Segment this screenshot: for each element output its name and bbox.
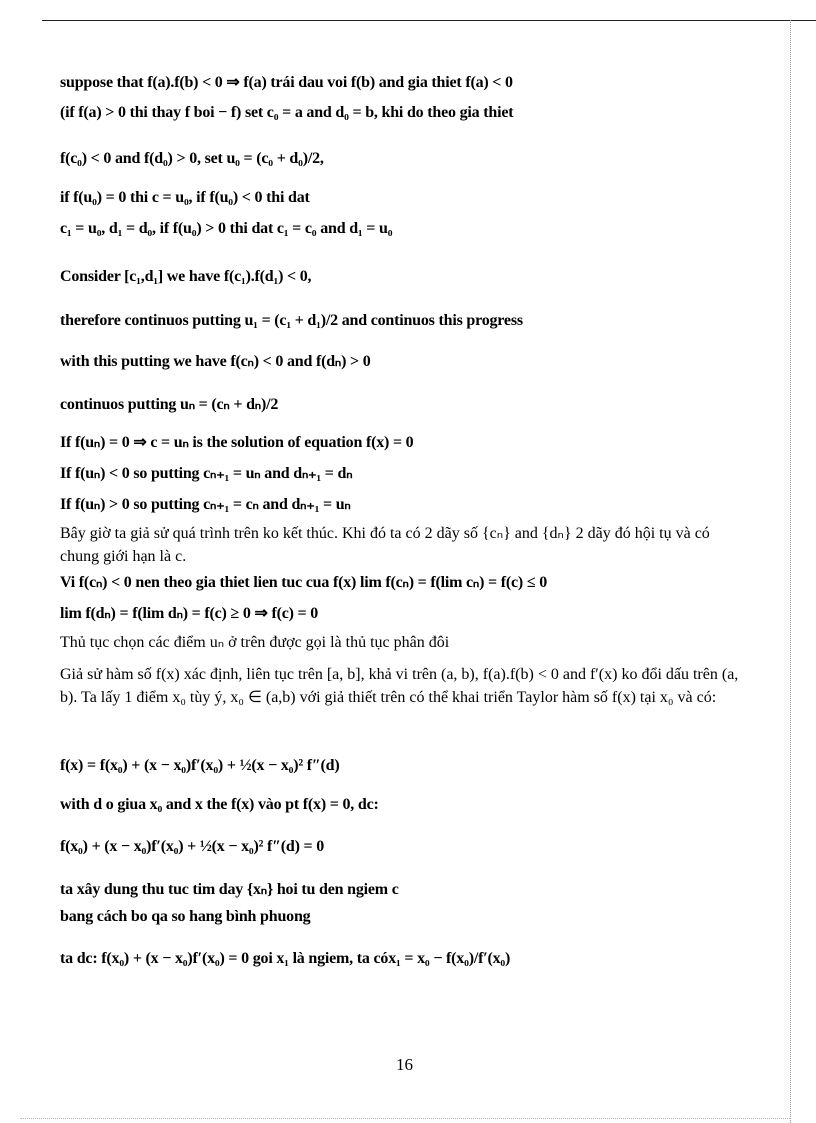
math-line-7: therefore continuos putting u₁ = (c₁ + d₁)/2 and continuos this progress (60, 312, 523, 329)
page-border-right (790, 20, 791, 1123)
math-line-19: bang cách bo qa so hang bình phuong (60, 908, 311, 925)
math-line-8: with this putting we have f(cₙ) < 0 and f(dₙ) > 0 (60, 353, 371, 370)
math-line-taylor-zero: f(x₀) + (x − x₀)f′(x₀) + ½(x − x₀)² f″(d) = 0 (60, 838, 325, 855)
text-paragraph-2: Giả sử hàm số f(x) xác định, liên tục trên [a, b], khả vi trên (a, b), f(a).f(b) < 0 and f′(x) ko đổi dấu trên (a, b). Ta lấy 1 điểm x₀ tùy ý, x₀ ∈ (a,b) với giả thiết trên có thể khai triển Taylor hàm số f(x) tại x₀ và có: (60, 666, 739, 706)
math-line-1: suppose that f(a).f(b) < 0 ⇒ f(a) trái dau voi f(b) and gia thiet f(a) < 0 (60, 74, 513, 91)
text-paragraph-1: Bây giờ ta giả sử quá trình trên ko kết thúc. Khi đó ta có 2 dãy số {cₙ} and {dₙ} 2 dãy đó hội tụ và có chung giới hạn là c. (60, 525, 710, 565)
math-line-12: If f(uₙ) > 0 so putting cₙ₊₁ = cₙ and dₙ₊₁ = uₙ (60, 496, 351, 513)
page-number: 16 (396, 1055, 413, 1074)
math-line-2: (if f(a) > 0 thi thay f boi − f) set c₀ = a and d₀ = b, khi do theo gia thiet (60, 104, 514, 121)
math-line-11: If f(uₙ) < 0 so putting cₙ₊₁ = uₙ and dₙ₊₁ = dₙ (60, 465, 353, 482)
math-line-10: If f(uₙ) = 0 ⇒ c = uₙ is the solution of equation f(x) = 0 (60, 434, 414, 451)
math-line-newton: ta dc: f(x₀) + (x − x₀)f′(x₀) = 0 goi x₁ là ngiem, ta cóx₁ = x₀ − f(x₀)/f′(x₀) (60, 950, 511, 967)
math-line-16: with d o giua x₀ and x the f(x) vào pt f(x) = 0, dc: (60, 796, 379, 813)
text-line-bisection: Thủ tục chọn các điểm uₙ ở trên được gọi là thủ tục phân đôi (60, 634, 450, 651)
math-line-14: lim f(dₙ) = f(lim dₙ) = f(c) ≥ 0 ⇒ f(c) = 0 (60, 605, 319, 622)
page-border-bottom (20, 1118, 790, 1119)
math-line-9: continuos putting uₙ = (cₙ + dₙ)/2 (60, 396, 279, 413)
math-line-4: if f(u₀) = 0 thi c = u₀, if f(u₀) < 0 thi dat (60, 189, 310, 206)
math-line-13: Vi f(cₙ) < 0 nen theo gia thiet lien tuc cua f(x) lim f(cₙ) = f(lim cₙ) = f(c) ≤ 0 (60, 574, 548, 591)
math-line-6: Consider [c₁,d₁] we have f(c₁).f(d₁) < 0, (60, 268, 312, 285)
math-line-18: ta xây dung thu tuc tim day {xₙ} hoi tu den ngiem c (60, 881, 399, 898)
math-line-3: f(c₀) < 0 and f(d₀) > 0, set u₀ = (c₀ + d₀)/2, (60, 150, 324, 167)
page-border-top (42, 20, 816, 21)
math-line-taylor: f(x) = f(x₀) + (x − x₀)f′(x₀) + ½(x − x₀)² f″(d) (60, 757, 340, 774)
math-line-5: c₁ = u₀, d₁ = d₀, if f(u₀) > 0 thi dat c₁ = c₀ and d₁ = u₀ (60, 220, 393, 237)
